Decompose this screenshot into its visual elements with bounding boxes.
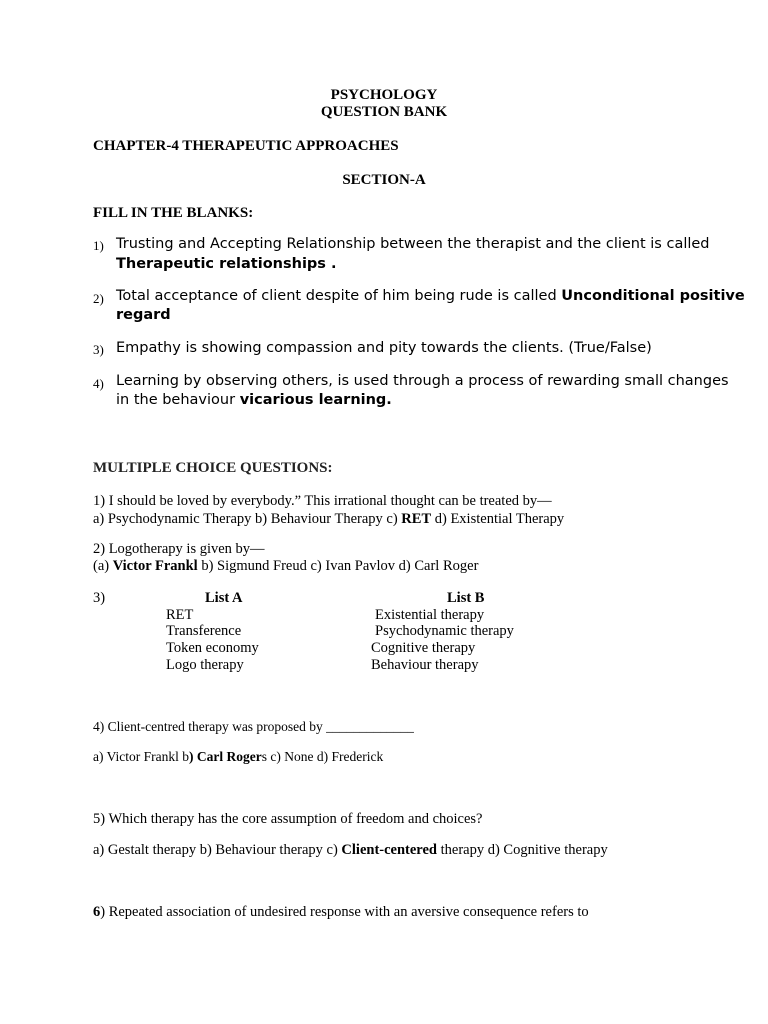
- item-answer: vicarious learning.: [239, 392, 392, 408]
- list-b-item: Existential therapy: [375, 607, 485, 623]
- item-number: 1): [93, 238, 104, 253]
- page-title: PSYCHOLOGY: [330, 87, 438, 103]
- item-text: Learning by observing others, is used through a process of rewarding small changes: [116, 373, 729, 389]
- question-options: (a) Victor Frankl b) Sigmund Freud c) Ivan Pavlov d) Carl Roger: [93, 558, 479, 574]
- list-b-item: Psychodynamic therapy: [375, 623, 514, 639]
- question-options: a) Gestalt therapy b) Behaviour therapy c) Client-centered therapy d) Cognitive therapy: [93, 842, 608, 858]
- question-options: a) Psychodynamic Therapy b) Behaviour Therapy c) RET d) Existential Therapy: [93, 511, 565, 527]
- list-b-item: Behaviour therapy: [371, 657, 479, 673]
- list-a-item: RET: [166, 607, 194, 623]
- question-options: a) Victor Frankl b) Carl Rogers c) None d) Frederick: [93, 749, 384, 764]
- item-text: Trusting and Accepting Relationship between the therapist and the client is called: [116, 236, 710, 252]
- list-a-item: Token economy: [166, 640, 259, 656]
- mcq-heading: MULTIPLE CHOICE QUESTIONS:: [93, 460, 333, 476]
- question-text: 1) I should be loved by everybody.” This irrational thought can be treated by—: [93, 493, 552, 509]
- item-number: 4): [93, 376, 104, 391]
- chapter-heading: CHAPTER-4 THERAPEUTIC APPROACHES: [93, 138, 399, 154]
- item-text-cont: in the behaviour vicarious learning.: [116, 392, 392, 408]
- question-text: 2) Logotherapy is given by—: [93, 541, 265, 557]
- list-a-item: Transference: [166, 623, 242, 639]
- correct-answer: Client-centered: [341, 842, 437, 858]
- item-answer-cont: regard: [116, 307, 171, 323]
- correct-answer: RET: [401, 511, 432, 527]
- list-b-item: Cognitive therapy: [371, 640, 476, 656]
- list-b-header: List B: [447, 590, 485, 606]
- fill-blanks-heading: FILL IN THE BLANKS:: [93, 205, 254, 221]
- question-text: 4) Client-centred therapy was proposed by _____________: [93, 719, 414, 734]
- question-number: 3): [93, 590, 106, 606]
- item-number: 2): [93, 291, 104, 306]
- item-answer: Unconditional positive: [561, 288, 745, 304]
- question-text: 5) Which therapy has the core assumption of freedom and choices?: [93, 811, 483, 827]
- correct-answer: ) Carl Roger: [189, 749, 262, 764]
- question-text: 6) Repeated association of undesired response with an aversive consequence refers to: [93, 904, 589, 920]
- list-a-header: List A: [205, 590, 243, 606]
- correct-answer: Victor Frankl: [112, 558, 198, 574]
- list-a-item: Logo therapy: [166, 657, 244, 673]
- item-answer: Therapeutic relationships .: [116, 256, 337, 272]
- section-heading: SECTION-A: [342, 172, 426, 188]
- item-number: 3): [93, 342, 104, 357]
- page-subtitle: QUESTION BANK: [320, 104, 448, 120]
- item-text: Total acceptance of client despite of him being rude is called Unconditional positive: [116, 288, 745, 304]
- item-text: Empathy is showing compassion and pity towards the clients. (True/False): [116, 340, 652, 356]
